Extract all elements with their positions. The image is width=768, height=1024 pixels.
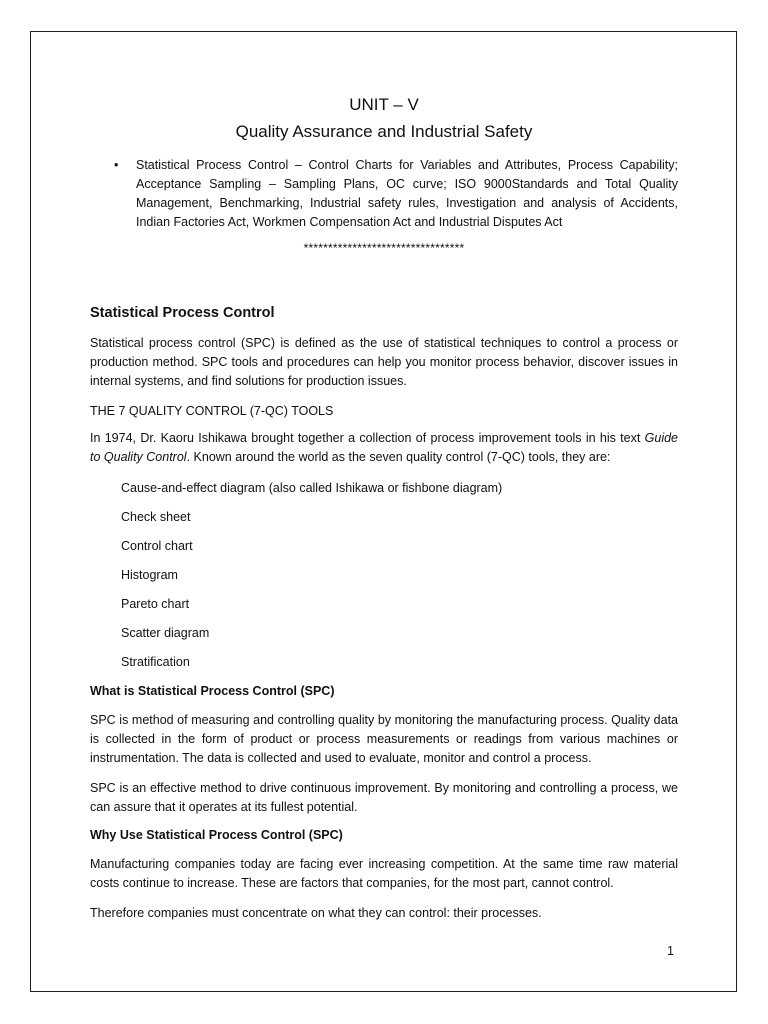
why-use-spc-paragraph-1: Manufacturing companies today are facing ever increasing competition. At the same time raw material costs continue to increase. These are factors that companies, for the most part, cannot control. xyxy=(90,857,678,890)
section-heading: Statistical Process Control xyxy=(90,305,275,321)
tools-intro xyxy=(90,429,678,467)
tools-heading: THE 7 QUALITY CONTROL (7-QC) TOOLS xyxy=(90,404,334,418)
syllabus-text: Statistical Process Control – Control Charts for Variables and Attributes, Process Capability; Acceptance Sampling – Sampling Plans, OC curve; ISO 9000Standards and Total Quality Management, Benchmarking, Industrial safety rules, Investigation and analysis of Accidents, Indian Factories Act, Workmen Compensation Act and Industrial Disputes Act xyxy=(136,158,678,229)
why-use-spc-paragraph-2: Therefore companies must concentrate on what they can control: their processes. xyxy=(90,906,542,920)
unit-title: UNIT – V xyxy=(349,95,419,114)
page-number: 1 xyxy=(667,944,674,958)
list-item: Check sheet xyxy=(121,510,191,524)
what-is-spc-heading: What is Statistical Process Control (SPC) xyxy=(90,684,335,698)
separator-stars: ********************************* xyxy=(303,241,465,255)
list-item: Stratification xyxy=(121,655,190,669)
why-use-spc-heading: Why Use Statistical Process Control (SPC) xyxy=(90,828,343,842)
tools-intro-before: In 1974, Dr. Kaoru Ishikawa brought together a collection of process improvement tools in his text xyxy=(90,431,645,445)
list-item: Pareto chart xyxy=(121,597,190,611)
spc-definition: Statistical process control (SPC) is defined as the use of statistical techniques to control a process or production method. SPC tools and procedures can help you monitor process behavior, discover issues in internal systems, and find solutions for production issues. xyxy=(90,336,678,388)
list-item: Histogram xyxy=(121,568,178,582)
page-title: Quality Assurance and Industrial Safety xyxy=(235,122,533,141)
syllabus-bullet: • xyxy=(114,158,119,172)
list-item: Scatter diagram xyxy=(121,626,210,640)
tools-intro-after: . Known around the world as the seven quality control (7-QC) tools, they are: xyxy=(186,450,611,464)
list-item: Cause-and-effect diagram (also called Ishikawa or fishbone diagram) xyxy=(121,481,503,495)
what-is-spc-paragraph-1: SPC is method of measuring and controlling quality by monitoring the manufacturing process. Quality data is collected in the form of product or process measurements or readings from various machines or instrumentation. The data is collected and used to evaluate, monitor and control a process. xyxy=(90,713,678,765)
what-is-spc-paragraph-2: SPC is an effective method to drive continuous improvement. By monitoring and controlling a process, we can assure that it operates at its fullest potential. xyxy=(90,781,678,814)
list-item: Control chart xyxy=(121,539,193,553)
book-title: Guide to Quality Control xyxy=(90,431,678,464)
